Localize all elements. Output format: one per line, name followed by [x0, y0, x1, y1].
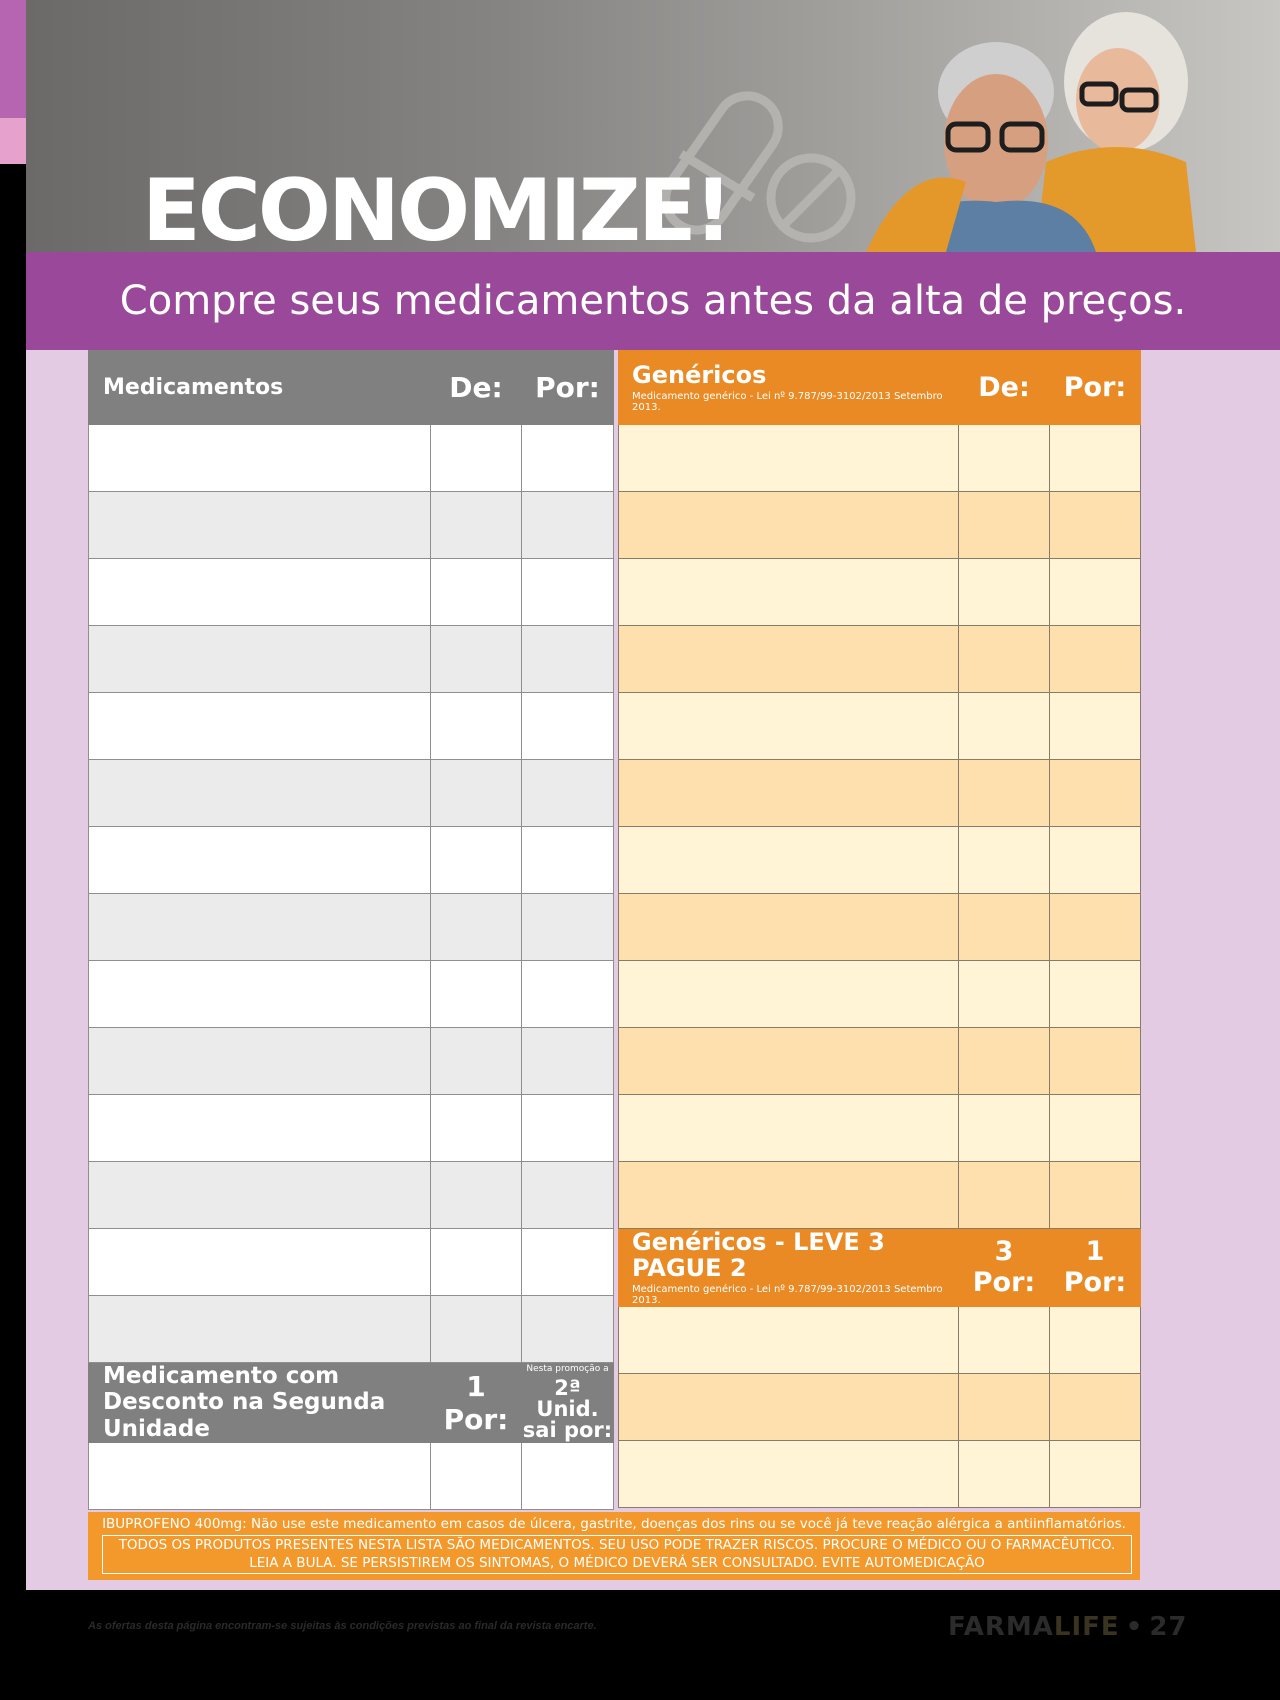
separator-dot: •	[1125, 1612, 1144, 1642]
medicamentos-table	[88, 350, 614, 1510]
table-row	[619, 827, 1141, 894]
table-row	[89, 827, 614, 894]
price-cell[interactable]	[522, 425, 614, 492]
col-header-de: De:	[431, 351, 522, 425]
genericos-law: Medicamento genérico - Lei nº 9.787/99-3102/2013 Setembro 2013.	[632, 390, 943, 413]
name-cell[interactable]	[89, 693, 431, 760]
side-accent-pink	[0, 118, 28, 164]
genericos-title: Genéricos	[632, 361, 767, 390]
table-row	[89, 425, 614, 492]
table-row	[619, 1095, 1141, 1162]
price-cell[interactable]	[522, 1296, 614, 1363]
segunda-unidade-title: Medicamento com Desconto na Segunda Unidade	[89, 1363, 431, 1443]
brand-part-2: LIFE	[1053, 1612, 1120, 1642]
name-cell[interactable]	[89, 626, 431, 693]
price-cell[interactable]	[959, 1373, 1050, 1440]
page-number: 27	[1149, 1612, 1188, 1642]
table-row	[89, 492, 614, 559]
price-cell[interactable]	[431, 693, 522, 760]
one-por-label: 1 Por:	[431, 1363, 522, 1443]
name-cell[interactable]	[89, 1296, 431, 1363]
col-header-por: Por:	[1050, 351, 1141, 425]
price-cell[interactable]	[1050, 626, 1141, 693]
price-cell[interactable]	[522, 559, 614, 626]
name-cell[interactable]	[89, 1095, 431, 1162]
name-cell[interactable]	[619, 1162, 959, 1229]
segunda-unid-label	[522, 1363, 614, 1443]
genericos-table	[618, 350, 1141, 1508]
price-cell[interactable]	[431, 760, 522, 827]
price-cell[interactable]	[1050, 827, 1141, 894]
leve3-title: Genéricos - LEVE 3 PAGUE 2	[632, 1228, 885, 1283]
name-cell[interactable]	[89, 1028, 431, 1095]
col-header-de: De:	[959, 351, 1050, 425]
price-cell[interactable]	[959, 559, 1050, 626]
name-cell[interactable]	[89, 559, 431, 626]
price-cell[interactable]	[431, 425, 522, 492]
price-cell[interactable]	[1050, 1440, 1141, 1507]
subtitle: Compre seus medicamentos antes da alta de preços.	[119, 278, 1187, 324]
name-cell[interactable]	[619, 961, 959, 1028]
table-row	[619, 492, 1141, 559]
price-cell[interactable]	[522, 1229, 614, 1296]
promo-note: Nesta promoção a	[526, 1363, 609, 1374]
warning-notice	[88, 1512, 1140, 1580]
medication-disclaimer-box	[102, 1535, 1132, 1574]
name-cell[interactable]	[619, 827, 959, 894]
price-cell[interactable]	[1050, 1306, 1141, 1373]
table-row	[89, 894, 614, 961]
price-cell[interactable]	[1050, 425, 1141, 492]
price-cell[interactable]	[522, 894, 614, 961]
name-cell[interactable]	[619, 626, 959, 693]
footer-disclaimer: As ofertas desta página encontram-se sujeitas às condições previstas ao final da revista encarte.	[88, 1620, 597, 1632]
col-header-genericos	[619, 351, 959, 425]
price-cell[interactable]	[1050, 894, 1141, 961]
table-row	[89, 1028, 614, 1095]
price-cell[interactable]	[431, 559, 522, 626]
table-row	[89, 961, 614, 1028]
price-cell[interactable]	[522, 1028, 614, 1095]
table-row	[619, 1028, 1141, 1095]
price-cell[interactable]	[959, 961, 1050, 1028]
couple-photo	[856, 12, 1236, 252]
price-cell[interactable]	[431, 1296, 522, 1363]
name-cell[interactable]	[619, 1373, 959, 1440]
leve3-header	[619, 1229, 1141, 1307]
table-row	[89, 1443, 614, 1510]
price-cell[interactable]	[959, 693, 1050, 760]
col-header-por: Por:	[522, 351, 614, 425]
hero-banner	[26, 0, 1280, 252]
price-cell[interactable]	[959, 626, 1050, 693]
table-row	[89, 1296, 614, 1363]
name-cell[interactable]	[619, 1440, 959, 1507]
name-cell[interactable]	[89, 760, 431, 827]
price-cell[interactable]	[959, 1440, 1050, 1507]
one-por-label: 1 Por:	[1050, 1229, 1141, 1307]
price-cell[interactable]	[522, 1162, 614, 1229]
price-cell[interactable]	[959, 1306, 1050, 1373]
price-cell[interactable]	[1050, 760, 1141, 827]
table-row	[619, 1373, 1141, 1440]
price-cell[interactable]	[522, 961, 614, 1028]
price-cell[interactable]	[431, 1443, 522, 1510]
price-cell[interactable]	[1050, 559, 1141, 626]
brand-logo	[948, 1612, 1188, 1642]
name-cell[interactable]	[89, 492, 431, 559]
leve3-law: Medicamento genérico - Lei nº 9.787/99-3102/2013 Setembro 2013.	[632, 1283, 943, 1306]
price-cell[interactable]	[431, 827, 522, 894]
name-cell[interactable]	[619, 693, 959, 760]
name-cell[interactable]	[89, 1162, 431, 1229]
table-row	[619, 425, 1141, 492]
price-cell[interactable]	[959, 425, 1050, 492]
price-cell[interactable]	[431, 1095, 522, 1162]
price-cell[interactable]	[1050, 492, 1141, 559]
table-row	[619, 1162, 1141, 1229]
price-cell[interactable]	[431, 1028, 522, 1095]
price-cell[interactable]	[959, 827, 1050, 894]
table-row	[619, 626, 1141, 693]
price-cell[interactable]	[522, 693, 614, 760]
name-cell[interactable]	[619, 425, 959, 492]
table-row	[619, 559, 1141, 626]
price-cell[interactable]	[431, 492, 522, 559]
name-cell[interactable]	[89, 425, 431, 492]
table-row	[619, 961, 1141, 1028]
price-cell[interactable]	[522, 1443, 614, 1510]
price-cell[interactable]	[431, 894, 522, 961]
table-row	[619, 1440, 1141, 1507]
price-cell[interactable]	[431, 961, 522, 1028]
side-accent-magenta	[0, 0, 28, 118]
price-cell[interactable]	[959, 760, 1050, 827]
price-cell[interactable]	[959, 492, 1050, 559]
price-cell[interactable]	[522, 760, 614, 827]
ibuprofeno-warning: IBUPROFENO 400mg: Não use este medicamento em casos de úlcera, gastrite, doenças dos rins ou se você já teve reação alérgica a antiinflamatórios.	[102, 1516, 1126, 1532]
disclaimer-line-1: TODOS OS PRODUTOS PRESENTES NESTA LISTA SÃO MEDICAMENTOS. SEU USO PODE TRAZER RISCOS. PROCURE O MÉDICO OU O FARMACÊUTICO.	[118, 1537, 1116, 1553]
name-cell[interactable]	[619, 760, 959, 827]
col-header-medicamentos: Medicamentos	[89, 351, 431, 425]
promo-label: 2ª Unid. sai por:	[522, 1375, 613, 1442]
price-cell[interactable]	[1050, 1095, 1141, 1162]
price-cell[interactable]	[522, 827, 614, 894]
name-cell[interactable]	[619, 1028, 959, 1095]
price-cell[interactable]	[522, 1095, 614, 1162]
name-cell[interactable]	[619, 1095, 959, 1162]
segunda-unidade-header	[89, 1363, 614, 1443]
price-cell[interactable]	[431, 1162, 522, 1229]
name-cell[interactable]	[89, 1229, 431, 1296]
table-row	[89, 1095, 614, 1162]
table-row	[619, 760, 1141, 827]
table-row	[89, 693, 614, 760]
table-row	[619, 1306, 1141, 1373]
price-cell[interactable]	[959, 894, 1050, 961]
price-cell[interactable]	[431, 626, 522, 693]
page-title: ECONOMIZE!	[142, 161, 730, 252]
name-cell[interactable]	[89, 961, 431, 1028]
name-cell[interactable]	[89, 894, 431, 961]
price-cell[interactable]	[959, 1095, 1050, 1162]
price-cell[interactable]	[959, 1028, 1050, 1095]
name-cell[interactable]	[619, 894, 959, 961]
table-header	[89, 351, 614, 425]
name-cell[interactable]	[619, 1306, 959, 1373]
table-row	[619, 894, 1141, 961]
price-cell[interactable]	[522, 492, 614, 559]
table-row	[89, 626, 614, 693]
price-cell[interactable]	[1050, 1162, 1141, 1229]
price-cell[interactable]	[1050, 693, 1141, 760]
name-cell[interactable]	[619, 559, 959, 626]
table-row	[619, 693, 1141, 760]
name-cell[interactable]	[89, 827, 431, 894]
price-cell[interactable]	[522, 626, 614, 693]
table-row	[89, 1162, 614, 1229]
table-row	[89, 559, 614, 626]
price-cell[interactable]	[1050, 1373, 1141, 1440]
price-cell[interactable]	[431, 1229, 522, 1296]
disclaimer-line-2: LEIA A BULA. SE PERSISTIREM OS SINTOMAS, O MÉDICO DEVERÁ SER CONSULTADO. EVITE AUTOMEDICAÇÃO	[249, 1554, 985, 1571]
three-por-label: 3 Por:	[959, 1229, 1050, 1307]
name-cell[interactable]	[619, 492, 959, 559]
price-cell[interactable]	[959, 1162, 1050, 1229]
subtitle-banner	[26, 252, 1280, 350]
name-cell[interactable]	[89, 1443, 431, 1510]
table-row	[89, 1229, 614, 1296]
brand-part-1: FARMA	[948, 1612, 1054, 1642]
price-cell[interactable]	[1050, 1028, 1141, 1095]
table-row	[89, 760, 614, 827]
leve3-title-cell	[619, 1229, 959, 1307]
table-header	[619, 351, 1141, 425]
price-cell[interactable]	[1050, 961, 1141, 1028]
